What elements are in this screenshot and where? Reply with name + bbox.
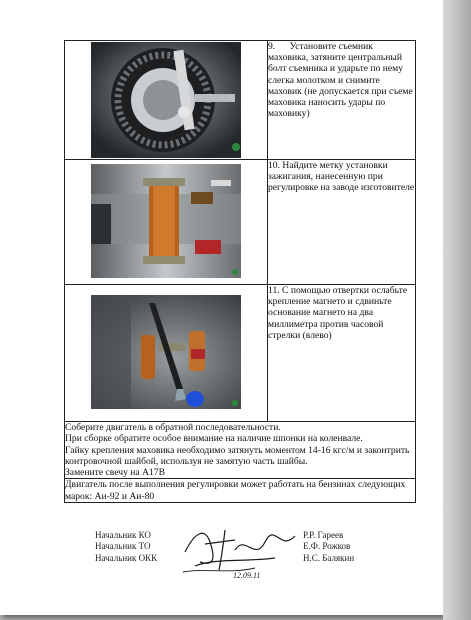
step-text: 9. Установите съемник маховика, затяните центральный болт съемника и ударьте по нему слегка молотком и снимите маховик (не допускается при съеме маховика наносить удары по маховику) — [268, 41, 416, 160]
signature-titles — [95, 530, 157, 564]
signature-name: Н.С. Балякин — [303, 552, 355, 563]
signature-title: Начальник ТО — [95, 541, 151, 552]
assembly-note — [65, 422, 416, 479]
signature-date: 12.09.11 — [233, 571, 261, 580]
signature-name: Р.Р. Гареев — [303, 530, 344, 540]
step-text: 10. Найдите метку установки зажигания, нанесенную при регулировке на заводе изготовителе — [268, 160, 416, 285]
note-line: Замените свечу на А17В — [65, 467, 165, 479]
viewer-margin — [443, 0, 471, 620]
step-row — [65, 41, 416, 160]
step-photo-cell — [65, 160, 268, 285]
step-photo-cell — [65, 41, 268, 160]
step-text: 11. С помощью отвертки ослабьте крепление магнето и сдвиньте основание магнето на два миллиметра против часовой стрелки (влево) — [268, 285, 416, 422]
handwritten-signature — [175, 522, 305, 577]
signature-title: Начальник КО — [95, 530, 151, 540]
note-line: При сборке обратите особое внимание на наличие шпонки на коленвале. — [65, 433, 363, 445]
note-line: Гайку крепления маховика необходимо затянуть моментом 14-16 кгс/м и законтрить контровочной шайбой, используя не замятую часть шайбы. — [65, 444, 410, 467]
fuel-note: Двигатель после выполнения регулировки может работать на бензинах следующих марок: Аи-92 и Аи-80 — [65, 479, 416, 503]
fuel-note-row — [65, 479, 416, 503]
step-row — [65, 285, 416, 422]
magneto-screwdriver-photo — [91, 295, 241, 409]
step-photo-cell — [65, 285, 268, 422]
signature-names — [303, 530, 354, 564]
note-line: Соберите двигатель в обратной последовательности. — [65, 422, 281, 433]
assembly-note-row — [65, 422, 416, 479]
ignition-coil-photo — [91, 164, 241, 278]
signature-name: Е.Ф. Рожков — [303, 541, 351, 552]
step-row — [65, 160, 416, 285]
flywheel-puller-photo — [91, 42, 241, 158]
instruction-table — [64, 40, 416, 503]
signature-block — [95, 530, 395, 590]
signature-title: Начальник ОКК — [95, 552, 158, 563]
